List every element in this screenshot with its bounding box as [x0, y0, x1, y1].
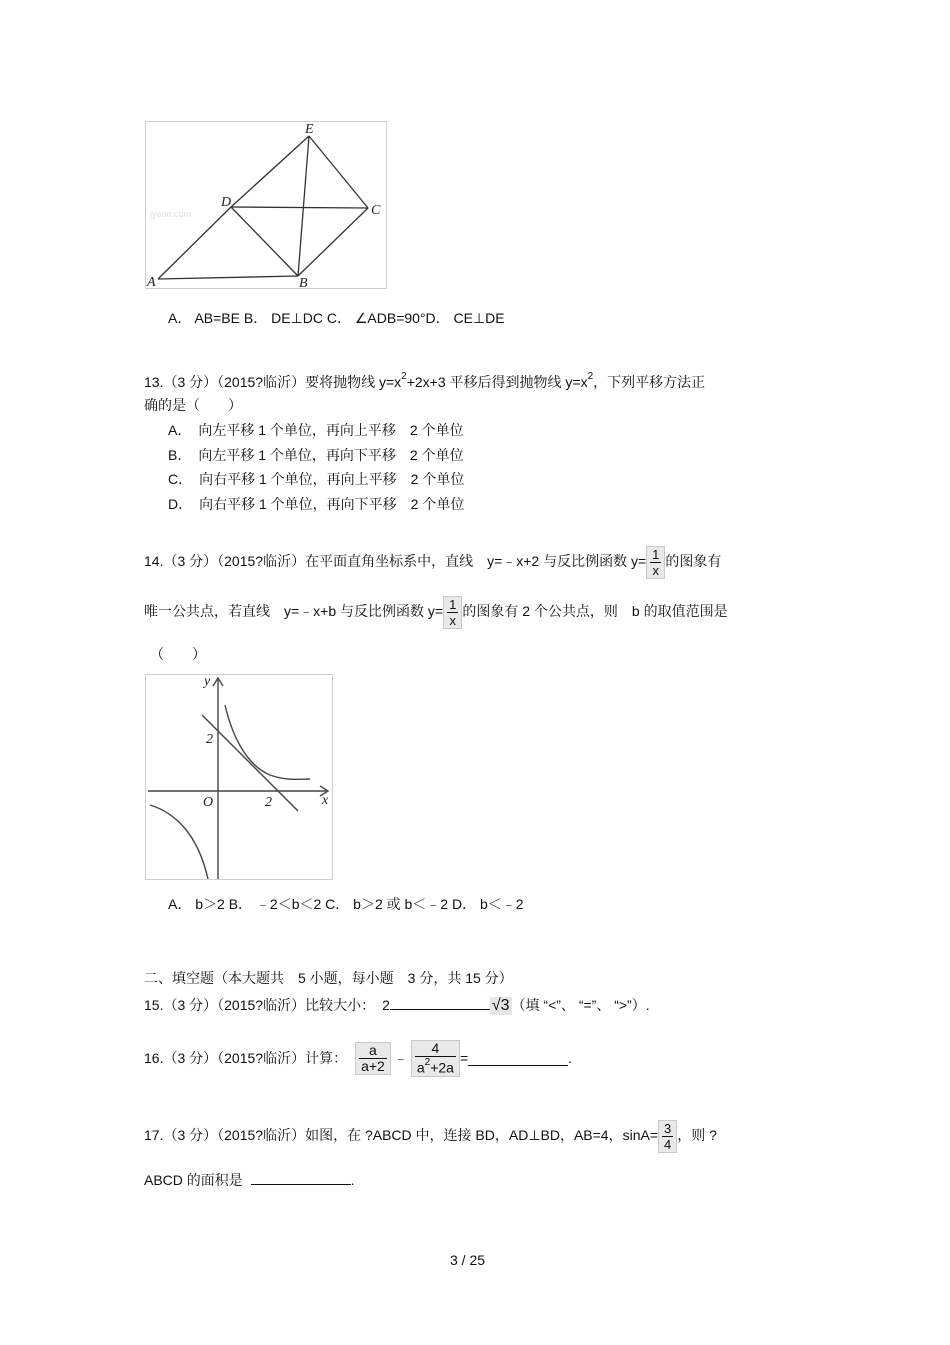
q16-minus: ﹣ [393, 1050, 408, 1067]
q17-text-c: ABCD 的面积是 [144, 1172, 243, 1188]
q13-text-a: 13.（3 分）（2015?临沂）要将抛物线 y=x [144, 374, 402, 390]
q16-fraction-1 [355, 1042, 391, 1075]
segment-bc [298, 208, 368, 276]
q13-line2: 确的是（ ） [144, 397, 242, 413]
figure-rhombus [145, 121, 387, 289]
q14-line2 [144, 596, 728, 629]
frac-num: 4 [415, 1041, 456, 1057]
q16-fraction-2 [411, 1040, 460, 1077]
q17-fraction [658, 1120, 677, 1153]
frac-num: 1 [449, 597, 457, 612]
q13-option-c: C． 向右平移 1 个单位，再向上平移 2 个单位 [168, 471, 465, 487]
q13-sup2: 2 [587, 371, 594, 383]
q15-text-b: （填 “<”、 “=”、 “>”）. [511, 997, 650, 1013]
q13-line1 [144, 372, 705, 392]
label-x: x [322, 793, 329, 808]
segment-eb [298, 136, 309, 276]
q16-blank[interactable] [468, 1051, 568, 1066]
q14-line1 [144, 546, 721, 579]
q16-end: . [568, 1050, 573, 1067]
q15-text-a: 15.（3 分）（2015?临沂）比较大小： 2 [144, 997, 390, 1013]
segment-ec [309, 136, 368, 208]
q13-text-c: ，下列平移方法正 [593, 374, 706, 390]
q14-options: A． b＞2 B． ﹣2＜b＜2 C． b＞2 或 b＜﹣2 D． b＜﹣2 [168, 896, 524, 912]
q12-options: A． AB=BE B． DE⊥DC C． ∠ADB=90°D． CE⊥DE [168, 310, 505, 326]
q13-option-b: B． 向左平移 1 个单位，再向下平移 2 个单位 [168, 447, 464, 463]
q16-equals: = [459, 1050, 469, 1067]
q17-line1 [144, 1120, 717, 1153]
q14-text-a: 14.（3 分）（2015?临沂）在平面直角坐标系中，直线 y=﹣x+2 与反比例函数 y= [144, 553, 647, 570]
label-e: E [305, 122, 314, 137]
watermark: jyeoo.com [150, 209, 192, 219]
frac-den-a: a [416, 1059, 425, 1076]
q14-fraction-1 [646, 546, 665, 579]
label-y: y [204, 675, 211, 689]
q14-text-d: 的图象有 2 个公共点，则 b 的取值范围是 [462, 603, 728, 620]
segment-dc [231, 207, 368, 208]
figure-graph [145, 674, 333, 880]
q14-line3: （ ） [150, 646, 206, 662]
q14-fraction-2 [443, 596, 462, 629]
q14-text-c: 唯一公共点，若直线 y=﹣x+b 与反比例函数 y= [144, 603, 444, 620]
q17-text-b: ，则 ? [677, 1127, 717, 1144]
label-y-two: 2 [206, 732, 213, 747]
frac-num: a [359, 1043, 387, 1059]
q15-blank[interactable] [390, 995, 490, 1010]
label-x-two: 2 [265, 795, 272, 810]
q17-line2 [144, 1170, 354, 1190]
label-a: A [147, 275, 156, 288]
frac-den: 4 [664, 1137, 672, 1152]
q13-text-b: +2x+3 平移后得到抛物线 y=x [406, 374, 588, 390]
frac-den: x [449, 613, 456, 628]
label-c: C [371, 203, 381, 218]
frac-den-b: +2a [430, 1059, 454, 1076]
q13-sup1: 2 [401, 371, 407, 383]
page-number: 3 / 25 [450, 1252, 486, 1268]
frac-den: a+2 [361, 1057, 385, 1074]
hyperbola-branch-3 [150, 805, 208, 879]
segment-de [231, 136, 309, 207]
q15-line [144, 995, 650, 1015]
frac-den: x [652, 563, 660, 578]
hyperbola-branch-1 [225, 705, 310, 779]
q16-line [144, 1040, 572, 1077]
q13-option-a: A． 向左平移 1 个单位，再向上平移 2 个单位 [168, 422, 464, 438]
section2-heading: 二、填空题（本大题共 5 小题，每小题 3 分，共 15 分） [144, 970, 513, 986]
segment-db [231, 207, 298, 276]
q17-blank[interactable] [251, 1170, 351, 1185]
label-d: D [221, 195, 232, 210]
line-y-neg-x-plus-2 [202, 715, 298, 811]
figure-rhombus-svg [146, 122, 386, 288]
q17-text-d: . [350, 1172, 355, 1188]
q13-option-d: D． 向右平移 1 个单位，再向下平移 2 个单位 [168, 496, 465, 512]
label-b: B [299, 276, 308, 288]
frac-den-sup: 2 [424, 1057, 431, 1068]
frac-num: 1 [652, 547, 660, 562]
q14-text-b: 的图象有 [665, 553, 722, 570]
figure-graph-svg [146, 675, 332, 879]
frac-den [415, 1057, 456, 1076]
q16-text-a: 16.（3 分）（2015?临沂）计算： [144, 1050, 348, 1067]
label-origin: O [203, 795, 214, 810]
segment-ab [158, 276, 298, 279]
frac-num: 3 [664, 1121, 672, 1136]
sqrt3: √3 [491, 997, 510, 1015]
q17-text-a: 17.（3 分）（2015?临沂）如图，在 ?ABCD 中，连接 BD，AD⊥BD，AB=4，sinA= [144, 1127, 659, 1144]
